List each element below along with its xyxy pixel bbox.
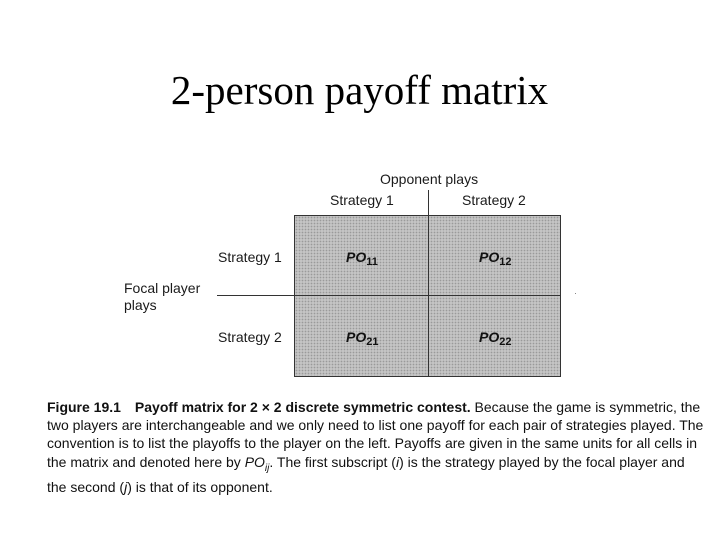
row-divider-line	[217, 295, 561, 296]
focal-player-label-line-2: plays	[124, 297, 157, 313]
column-header-strategy-2: Strategy 2	[462, 192, 526, 208]
focal-player-label-line-1: Focal player	[124, 280, 201, 296]
slide-title: 2-person payoff matrix	[170, 67, 549, 113]
cell-po21	[346, 329, 378, 348]
cell-po12	[479, 249, 511, 268]
cell-po11	[346, 249, 378, 268]
caption-text-1: Because the game is symmetric, the two players are interchangeable and we only need to list one payoff for each pair of strategies played. The convention is to list the playoffs to the player on the left. Payoffs are given in the same units for all cells in the matrix and denoted here by	[47, 399, 704, 470]
caption-text-2: . The first subscript (	[269, 453, 396, 470]
cell-po12-base: PO	[479, 249, 500, 265]
caption-symbol-base: PO	[244, 453, 265, 470]
column-divider-line	[428, 190, 429, 377]
cell-po11-subscript: 11	[366, 256, 378, 268]
caption-sub-j: j	[124, 478, 128, 495]
figure-heading: Payoff matrix for 2 × 2 discrete symmetric contest.	[134, 399, 471, 415]
caption-text-3: ) is the strategy played by the focal player and the second (	[47, 453, 685, 495]
caption-sub-i: i	[395, 453, 400, 470]
caption-symbol-subscript: ij	[264, 462, 270, 474]
cell-po21-base: PO	[346, 329, 367, 345]
focal-player-label	[124, 280, 200, 314]
cell-po22	[479, 329, 511, 348]
caption-symbol	[244, 453, 270, 474]
figure-number: Figure 19.1	[47, 399, 121, 415]
row-header-strategy-2: Strategy 2	[218, 329, 282, 345]
cell-po22-subscript: 22	[499, 336, 512, 348]
cell-po22-base: PO	[479, 329, 500, 345]
row-header-strategy-1: Strategy 1	[218, 249, 282, 265]
cell-po12-subscript: 12	[499, 256, 512, 268]
column-header-strategy-1: Strategy 1	[330, 192, 394, 208]
caption-text-4: ) is that of its opponent.	[127, 478, 273, 495]
cell-po21-subscript: 21	[366, 336, 379, 348]
cell-po11-base: PO	[346, 249, 367, 265]
figure-caption	[47, 398, 707, 496]
opponent-plays-label: Opponent plays	[380, 171, 479, 187]
stray-dot	[575, 293, 576, 294]
